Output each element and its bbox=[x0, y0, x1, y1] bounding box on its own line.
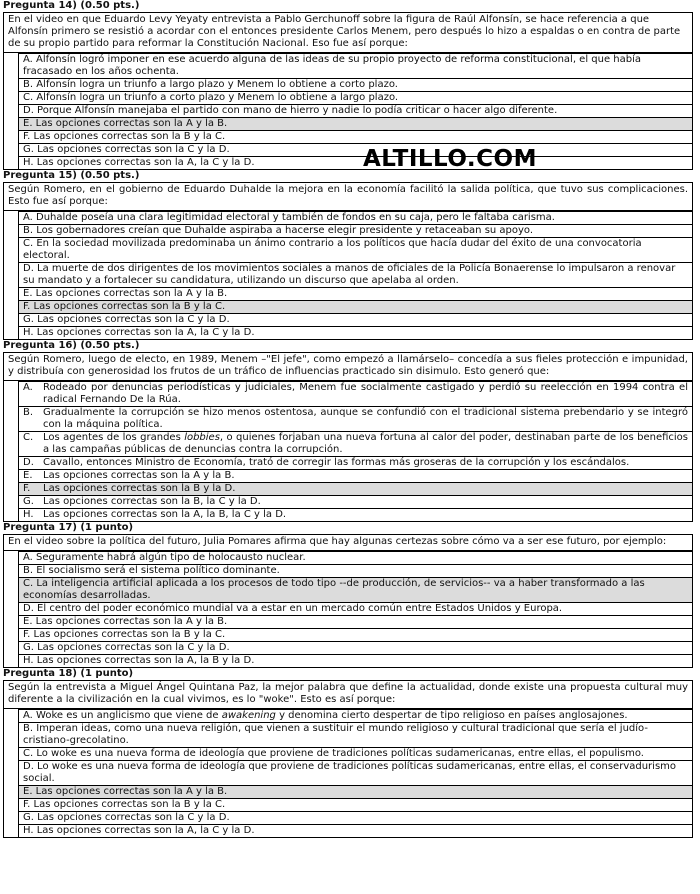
option-h[interactable]: H. Las opciones correctas son la A, la C y la D. bbox=[18, 156, 692, 169]
option-e[interactable] bbox=[18, 469, 692, 482]
option-c-selected[interactable]: C. La inteligencia artificial aplicada a los procesos de todo tipo --de producción, de servicios-- va a haber transformado a las economías desarrolladas. bbox=[18, 577, 692, 602]
option-c[interactable]: C. Lo woke es una nueva forma de ideología que proviene de tradiciones políticas sudamericanas, entre ellas, el populismo. bbox=[18, 747, 692, 760]
question-stem: Según Romero, en el gobierno de Eduardo Duhalde la mejora en la economía facilitó la salida política, que tuvo sus complicaciones. Esto fue así porque: bbox=[4, 183, 692, 211]
question-stem: En el video sobre la política del futuro, Julia Pomares afirma que hay algunas certezas sobre cómo va a ser ese futuro, por ejemplo: bbox=[4, 535, 692, 551]
option-h[interactable] bbox=[18, 508, 692, 521]
option-letter: H. bbox=[23, 509, 34, 520]
option-text-pre: Los agentes de los grandes bbox=[43, 432, 185, 443]
question-18 bbox=[0, 668, 700, 838]
option-text: Las opciones correctas son la B y la D. bbox=[43, 483, 236, 494]
option-e-selected[interactable]: E. Las opciones correctas son la A y la B. bbox=[18, 785, 692, 798]
option-d[interactable] bbox=[18, 456, 692, 469]
option-g[interactable]: G. Las opciones correctas son la C y la D. bbox=[18, 143, 692, 156]
option-text-rest: y denomina cierto despertar de tipo religioso en países anglosajones. bbox=[275, 710, 628, 721]
option-f-selected[interactable]: F. Las opciones correctas son la B y la C. bbox=[18, 300, 692, 313]
option-e-selected[interactable]: E. Las opciones correctas son la A y la B. bbox=[18, 117, 692, 130]
question-header: Pregunta 18) (1 punto) bbox=[3, 668, 134, 679]
option-a[interactable]: A. Seguramente habrá algún tipo de holocausto nuclear. bbox=[18, 551, 692, 564]
option-text-emphasis: awakening bbox=[221, 710, 276, 721]
option-f[interactable]: F. Las opciones correctas son la B y la C. bbox=[18, 628, 692, 641]
question-stem: Según la entrevista a Miguel Ángel Quintana Paz, la mejor palabra que define la actualidad, donde existe una propuesta cultural muy diferente a la civilización en la cual vivimos, es lo "woke". Esto es así porque: bbox=[4, 681, 692, 709]
option-text: Las opciones correctas son la A, la B, la C y la D. bbox=[43, 509, 287, 520]
option-b[interactable] bbox=[18, 406, 692, 431]
option-text: Cavallo, entonces Ministro de Economía, trató de corregir las formas más groseras de la corrupción y los escándalos. bbox=[43, 457, 630, 468]
option-letter: F. bbox=[23, 483, 31, 494]
question-15 bbox=[0, 170, 700, 340]
question-box bbox=[3, 12, 693, 170]
option-d[interactable]: D. La muerte de dos dirigentes de los movimientos sociales a manos de oficiales de la Policía Bonaerense lo impulsaron a renovar su mandato y a fortalecer su candidatura, utilizando un discurso que apelaba al orden. bbox=[18, 262, 692, 287]
option-text: Las opciones correctas son la B, la C y la D. bbox=[43, 496, 261, 507]
question-header: Pregunta 15) (0.50 pts.) bbox=[3, 170, 140, 181]
option-c[interactable]: C. En la sociedad movilizada predominaba un ánimo contrario a los políticos que hacía dudar del éxito de una convocatoria electoral. bbox=[18, 237, 692, 262]
question-stem: Según Romero, luego de electo, en 1989, Menem –"El jefe", como empezó a llamárselo– concedía a sus fieles protección e impunidad, y distribuía con generosidad los frutos de un tráfico de influencias practicado sin disimulo. Esto generó que: bbox=[4, 353, 692, 381]
question-box bbox=[3, 534, 693, 668]
option-text-emphasis: lobbies bbox=[184, 432, 220, 443]
option-g[interactable]: G. Las opciones correctas son la C y la D. bbox=[18, 313, 692, 326]
question-header: Pregunta 14) (0.50 pts.) bbox=[3, 0, 140, 11]
option-letter: C. bbox=[23, 432, 34, 443]
option-c[interactable] bbox=[18, 431, 692, 456]
option-text: Rodeado por denuncias periodísticas y judiciales, Menem fue socialmente castigado y perdió su reelección en 1994 contra el radical Fernando De la Rúa. bbox=[43, 382, 688, 405]
option-b[interactable]: B. Alfonsín logra un triunfo a largo plazo y Menem lo obtiene a corto plazo. bbox=[18, 78, 692, 91]
option-text: Gradualmente la corrupción se hizo menos ostentosa, aunque se confundió con el tradicional sistema prebendario y se integró con la máquina política. bbox=[43, 407, 688, 430]
option-h[interactable]: H. Las opciones correctas son la A, la B y la D. bbox=[18, 654, 692, 667]
option-a[interactable] bbox=[18, 709, 692, 722]
option-a[interactable] bbox=[18, 381, 692, 406]
question-box bbox=[3, 352, 693, 522]
option-text-rest: , o quienes forjaban una nueva fortuna al calor del poder, destinaban parte de los beneficios a las campañas públicas de denuncias contra la corrupción. bbox=[43, 432, 688, 455]
option-a[interactable]: A. Alfonsín logró imponer en ese acuerdo alguna de las ideas de su propio proyecto de reforma constitucional, el que había fracasado en los años ochenta. bbox=[18, 53, 692, 78]
option-g[interactable]: G. Las opciones correctas son la C y la D. bbox=[18, 811, 692, 824]
option-c[interactable]: C. Alfonsín logra un triunfo a corto plazo y Menem lo obtiene a largo plazo. bbox=[18, 91, 692, 104]
question-box bbox=[3, 680, 693, 838]
option-text: Las opciones correctas son la A y la B. bbox=[43, 470, 235, 481]
option-e[interactable]: E. Las opciones correctas son la A y la B. bbox=[18, 615, 692, 628]
option-b[interactable]: B. Los gobernadores creían que Duhalde aspiraba a hacerse elegir presidente y retaceaban su apoyo. bbox=[18, 224, 692, 237]
option-f[interactable]: F. Las opciones correctas son la B y la C. bbox=[18, 130, 692, 143]
option-h[interactable]: H. Las opciones correctas son la A, la C y la D. bbox=[18, 824, 692, 837]
option-f-selected[interactable] bbox=[18, 482, 692, 495]
option-d[interactable]: D. Porque Alfonsín manejaba el partido con mano de hierro y nadie lo podía criticar o hacer algo diferente. bbox=[18, 104, 692, 117]
question-box bbox=[3, 182, 693, 340]
question-17 bbox=[0, 522, 700, 668]
option-text bbox=[43, 432, 688, 456]
option-b[interactable]: B. El socialismo será el sistema político dominante. bbox=[18, 564, 692, 577]
option-a[interactable]: A. Duhalde poseía una clara legitimidad electoral y también de fondos en su caja, pero le faltaba carisma. bbox=[18, 211, 692, 224]
option-letter: A. bbox=[23, 382, 33, 393]
option-e[interactable]: E. Las opciones correctas son la A y la B. bbox=[18, 287, 692, 300]
question-header: Pregunta 17) (1 punto) bbox=[3, 522, 134, 533]
option-f[interactable]: F. Las opciones correctas son la B y la C. bbox=[18, 798, 692, 811]
option-letter: E. bbox=[23, 470, 33, 481]
option-text-pre: A. Woke es un anglicismo que viene de bbox=[23, 710, 222, 721]
option-letter: G. bbox=[23, 496, 34, 507]
option-letter: B. bbox=[23, 407, 34, 418]
option-letter: D. bbox=[23, 457, 34, 468]
option-g[interactable] bbox=[18, 495, 692, 508]
question-stem: En el video en que Eduardo Levy Yeyaty entrevista a Pablo Gerchunoff sobre la figura de Raúl Alfonsín, se hace referencia a que Alfonsín primero se resistió a acordar con el entonces presidente Carlos Menem, pero después lo hizo a espaldas o en contra de parte de su propio partido para reformar la Constitución Nacional. Eso fue así porque: bbox=[4, 13, 692, 53]
option-d[interactable]: D. El centro del poder económico mundial va a estar en un mercado común entre Estados Unidos y Europa. bbox=[18, 602, 692, 615]
option-g[interactable]: G. Las opciones correctas son la C y la D. bbox=[18, 641, 692, 654]
option-h[interactable]: H. Las opciones correctas son la A, la C y la D. bbox=[18, 326, 692, 339]
question-14 bbox=[0, 0, 700, 170]
option-b[interactable]: B. Imperan ideas, como una nueva religión, que vienen a sustituir el mundo religioso y cultural tradicional que sería el judío-cristiano-grecolatino. bbox=[18, 722, 692, 747]
question-16 bbox=[0, 340, 700, 522]
option-d[interactable]: D. Lo woke es una nueva forma de ideología que proviene de tradiciones políticas sudamericanas, entre ellas, el conservadurismo social. bbox=[18, 760, 692, 785]
altillo-watermark: ALTILLO.COM bbox=[363, 146, 537, 172]
question-header: Pregunta 16) (0.50 pts.) bbox=[3, 340, 140, 351]
